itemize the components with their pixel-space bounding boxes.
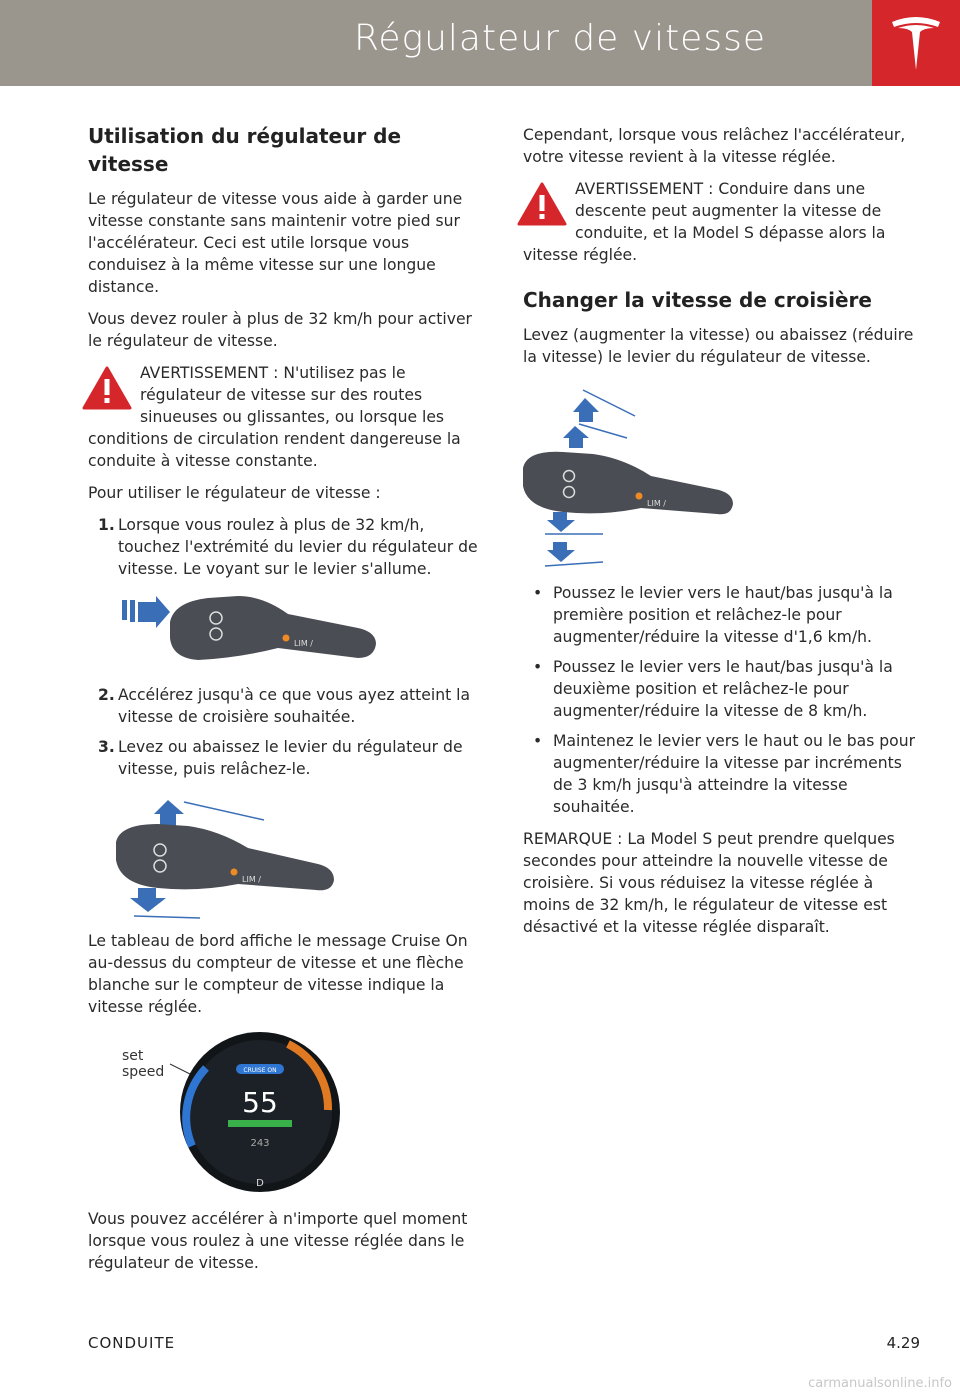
paragraph: Levez (augmenter la vitesse) ou abaissez (réduire la vitesse) le levier du régulateur de vitesse. xyxy=(523,326,914,366)
svg-text:LIM /: LIM / xyxy=(242,875,261,884)
watermark: carmanualsonline.info xyxy=(808,1376,952,1391)
step-number: 1. xyxy=(98,516,115,534)
tesla-logo-box xyxy=(872,0,960,86)
instrument-cluster-gauge xyxy=(88,1028,388,1198)
bullet-item: • Maintenez le levier vers le haut ou le bas pour augmenter/réduire la vitesse par incréments de 3 km/h jusqu'à atteindre la vitesse souhaitée. xyxy=(533,732,916,816)
gauge-speed: 55 xyxy=(242,1086,278,1119)
warning-block xyxy=(88,362,480,472)
footer-section: CONDUITE xyxy=(88,1334,176,1352)
tesla-logo-icon xyxy=(890,14,942,72)
paragraph: Pour utiliser le régulateur de vitesse : xyxy=(88,484,381,502)
gauge-range: 243 xyxy=(250,1138,270,1149)
svg-text:LIM /: LIM / xyxy=(647,499,666,508)
note-paragraph: REMARQUE : La Model S peut prendre quelques secondes pour atteindre la nouvelle vitesse de croisière. Si vous réduisez la vitesse réglée à moins de 32 km/h, le régulateur de vitesse est désactivé et la vitesse réglée disparaît. xyxy=(523,830,895,936)
step-item xyxy=(88,684,480,728)
warning-triangle-icon xyxy=(82,366,132,410)
bullet-item: • Poussez le levier vers le haut/bas jusqu'à la deuxième position et relâchez-le pour augmenter/réduire la vitesse de 8 km/h. xyxy=(533,658,893,720)
warning-triangle-icon xyxy=(517,182,567,226)
warning-text: AVERTISSEMENT : N'utilisez pas le régulateur de vitesse sur des routes sinueuses ou glissantes, ou lorsque les conditions de circulation rendent dangereuse la conduite à vitesse constante. xyxy=(88,364,461,470)
steps-list xyxy=(88,684,480,780)
steps-list xyxy=(88,514,480,580)
set-speed-label: set xyxy=(122,1048,144,1064)
step-item xyxy=(88,514,480,580)
step-number: 3. xyxy=(98,738,115,756)
svg-text:LIM /: LIM / xyxy=(294,639,313,648)
section-heading-change-speed: Changer la vitesse de croisière xyxy=(523,288,872,312)
paragraph: Vous devez rouler à plus de 32 km/h pour activer le régulateur de vitesse. xyxy=(88,310,472,350)
step-number: 2. xyxy=(98,686,115,704)
stalk-push-illustration xyxy=(88,588,388,674)
section-heading-usage: Utilisation du régulateur de vitesse xyxy=(88,124,402,176)
gauge-gear: D xyxy=(256,1178,264,1189)
step-text: Lorsque vous roulez à plus de 32 km/h, touchez l'extrémité du levier du régulateur de vitesse. Le voyant sur le levier s'allume. xyxy=(118,516,478,578)
paragraph: Cependant, lorsque vous relâchez l'accélérateur, votre vitesse revient à la vitesse réglée. xyxy=(523,126,906,166)
warning-text: AVERTISSEMENT : Conduire dans une descente peut augmenter la vitesse de conduite, et la Model S dépasse alors la vitesse réglée. xyxy=(523,180,886,264)
step-text: Levez ou abaissez le levier du régulateur de vitesse, puis relâchez-le. xyxy=(118,738,463,778)
svg-text:CRUISE ON: CRUISE ON xyxy=(243,1067,277,1074)
page-header xyxy=(0,0,872,86)
stalk-two-position-illustration xyxy=(523,382,783,572)
right-column xyxy=(523,124,915,948)
step-item xyxy=(88,736,480,780)
page-title: Régulateur de vitesse xyxy=(353,18,766,59)
paragraph: Vous pouvez accélérer à n'importe quel moment lorsque vous roulez à une vitesse réglée dans le régulateur de vitesse. xyxy=(88,1210,468,1272)
step-text: Accélérez jusqu'à ce que vous ayez atteint la vitesse de croisière souhaitée. xyxy=(118,686,471,726)
footer-page-number: 4.29 xyxy=(886,1334,920,1352)
svg-text:speed: speed xyxy=(122,1064,165,1080)
bullet-list xyxy=(523,582,915,818)
left-column xyxy=(88,122,480,1284)
paragraph: Le tableau de bord affiche le message Cruise On au-dessus du compteur de vitesse et une flèche blanche sur le compteur de vitesse indique la vitesse réglée. xyxy=(88,932,468,1016)
stalk-up-down-illustration xyxy=(88,788,388,920)
bullet-item: • Poussez le levier vers le haut/bas jusqu'à la première position et relâchez-le pour augmenter/réduire la vitesse d'1,6 km/h. xyxy=(533,584,893,646)
paragraph: Le régulateur de vitesse vous aide à garder une vitesse constante sans maintenir votre pied sur l'accélérateur. Ceci est utile lorsque vous conduisez à la même vitesse sur une longue distance. xyxy=(88,190,463,296)
warning-block xyxy=(523,178,915,266)
